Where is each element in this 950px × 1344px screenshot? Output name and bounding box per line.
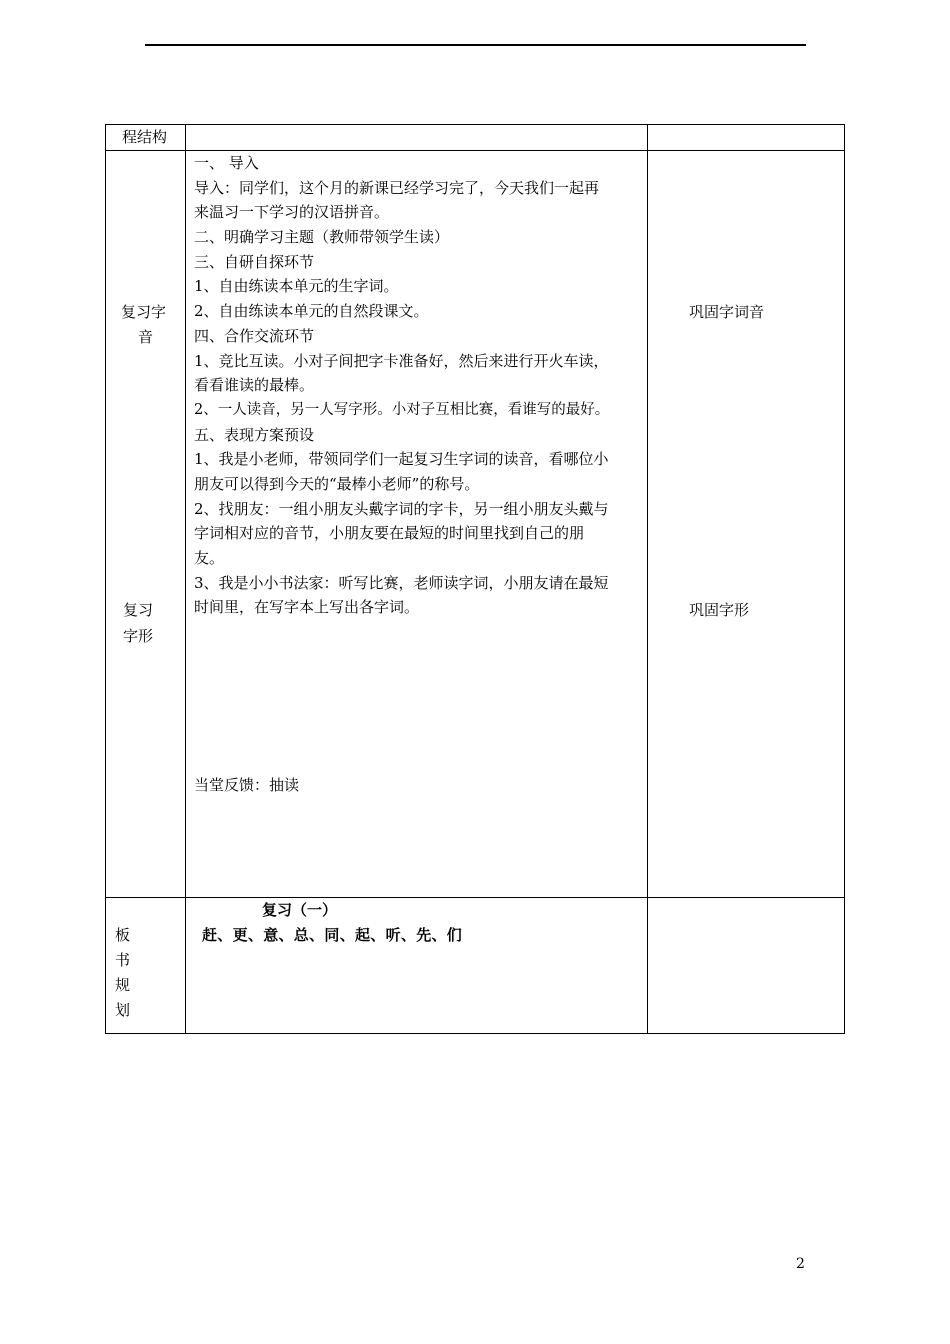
goal-consolidate-pronunciation: 巩固字词音 — [689, 303, 765, 321]
content-line: 朋友可以得到今天的“最棒小老师”的称号。 — [194, 474, 480, 493]
section-label-review-pronunciation-2: 音 — [138, 328, 154, 346]
content-line: 2、一人读音，另一人写字形。小对子互相比赛，看谁写的最好。 — [194, 401, 610, 418]
content-line: 导入：同学们，这个月的新课已经学习完了，今天我们一起再 — [194, 178, 600, 197]
content-line: 时间里，在写字本上写出各字词。 — [194, 598, 420, 617]
board-title: 复习（一） — [262, 901, 338, 919]
section-label-review-shape-2: 字形 — [123, 627, 154, 645]
board-label-char: 规 — [115, 976, 131, 994]
content-line: 三、自研自探环节 — [194, 252, 315, 271]
header-structure-label: 程结构 — [122, 128, 168, 146]
section-label-review-shape-1: 复习 — [123, 601, 154, 619]
content-line: 1、竞比互读。小对子间把字卡准备好，然后来进行开火车读， — [194, 351, 609, 370]
content-line: 五、表现方案预设 — [194, 425, 315, 444]
classroom-feedback: 当堂反馈：抽读 — [194, 776, 300, 794]
content-line: 1、自由练读本单元的生字词。 — [194, 277, 399, 296]
content-line: 2、自由练读本单元的自然段课文。 — [194, 302, 429, 321]
content-line: 1、我是小老师，带领同学们一起复习生字词的读音，看哪位小 — [194, 450, 609, 469]
content-line: 一、 导入 — [194, 154, 259, 172]
table-border-bottom — [105, 1033, 845, 1034]
table-border-top — [105, 124, 845, 125]
content-line: 3、我是小小书法家：听写比赛，老师读字词，小朋友请在最短 — [194, 573, 609, 592]
content-line: 二、明确学习主题（教师带领学生读） — [194, 228, 450, 247]
page-number: 2 — [796, 1256, 805, 1272]
content-line: 看看谁读的最棒。 — [194, 376, 315, 395]
content-line: 字词相对应的音节，小朋友要在最短的时间里找到自己的朋 — [194, 524, 585, 543]
board-label-char: 划 — [115, 1001, 131, 1019]
section-label-review-pronunciation-1: 复习字 — [121, 303, 167, 321]
content-line: 2、找朋友：一组小朋友头戴字词的字卡，另一组小朋友头戴与 — [194, 499, 609, 518]
table-divider-row2 — [105, 897, 845, 898]
board-characters: 赶、更、意、总、同、起、听、先、们 — [202, 926, 463, 944]
header-rule — [145, 44, 806, 46]
board-label-char: 书 — [115, 951, 131, 969]
goal-consolidate-shape: 巩固字形 — [689, 601, 750, 619]
lesson-content — [194, 151, 649, 620]
board-label-char: 板 — [115, 926, 131, 944]
content-line: 来温习一下学习的汉语拼音。 — [194, 203, 390, 222]
content-line: 四、合作交流环节 — [194, 326, 315, 345]
lesson-table — [105, 124, 845, 1034]
content-line: 友。 — [194, 549, 225, 567]
